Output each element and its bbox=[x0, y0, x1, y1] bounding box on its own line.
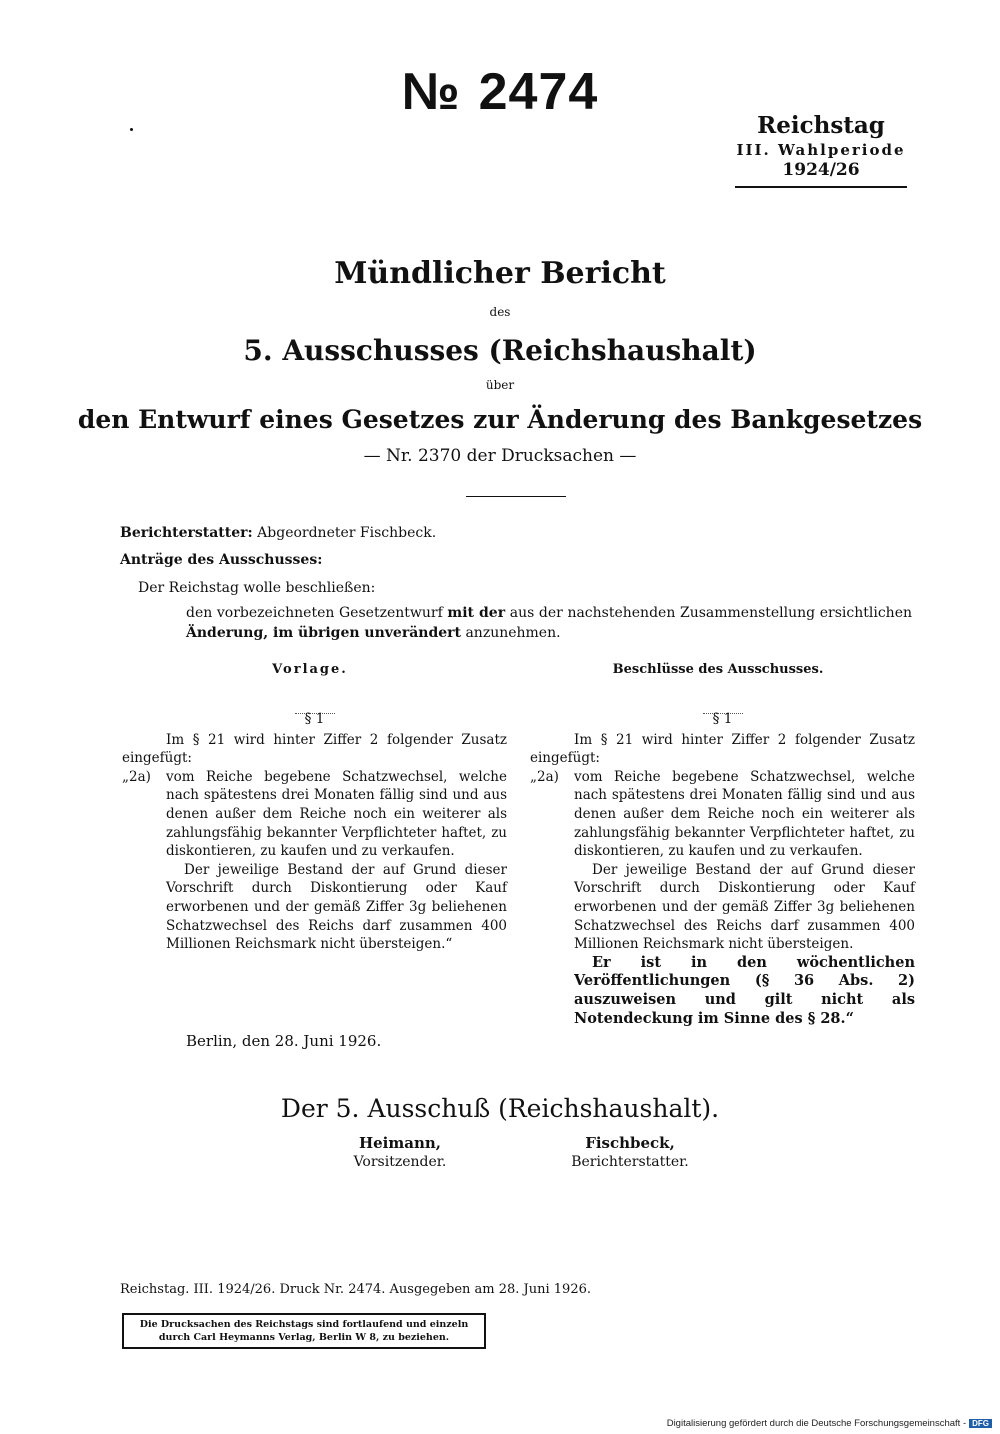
beschluesse-intro: Im § 21 wird hinter Ziffer 2 folgender Zusatz eingefügt: bbox=[530, 731, 915, 767]
signature-vorsitzender bbox=[330, 1134, 470, 1170]
reichstag-label: Reichstag bbox=[757, 112, 885, 139]
signature-role: Berichterstatter. bbox=[571, 1154, 689, 1170]
notice-line: durch Carl Heymanns Verlag, Berlin W 8, zu beziehen. bbox=[158, 1332, 450, 1343]
antrag-text bbox=[186, 603, 912, 643]
place-date: Berlin, den 28. Juni 1926. bbox=[186, 1032, 382, 1050]
title-ueber: über bbox=[485, 378, 515, 392]
reichstag-header bbox=[735, 112, 907, 188]
item-text: vom Reiche begebene Schatzwechsel, welche nach spätestens drei Monaten fällig sind und aus denen außer dem Reiche noch ein weiterer als zahlungsfähig bekannter Verpflichteter haftet, zu diskontieren, zu kaufen und zu verkaufen. bbox=[574, 768, 915, 860]
years-label: 1924/26 bbox=[782, 160, 860, 180]
title-muendlicher-bericht: Mündlicher Bericht bbox=[334, 256, 666, 291]
title-rule bbox=[466, 496, 566, 497]
vorlage-column bbox=[122, 704, 507, 954]
vorlage-intro: Im § 21 wird hinter Ziffer 2 folgender Zusatz eingefügt: bbox=[122, 731, 507, 767]
reichstag-wolle: Der Reichstag wolle beschließen: bbox=[138, 580, 376, 596]
antrag-part: anzunehmen. bbox=[465, 625, 561, 641]
paragraph-sign: § 1 bbox=[712, 711, 733, 727]
antraege-heading: Anträge des Ausschusses: bbox=[120, 552, 323, 568]
title-ausschuss: 5. Ausschusses (Reichshaushalt) bbox=[243, 334, 757, 367]
beschluesse-item bbox=[530, 768, 915, 861]
notice-line: Die Drucksachen des Reichstags sind fortlaufend und einzeln bbox=[139, 1319, 469, 1330]
vorlage-heading: Vorlage. bbox=[272, 662, 348, 677]
distribution-notice bbox=[122, 1313, 486, 1349]
paragraph-sign: § 1 bbox=[304, 711, 325, 727]
beschluesse-heading: Beschlüsse des Ausschusses. bbox=[612, 662, 824, 677]
drucksache-reference: — Nr. 2370 der Drucksachen — bbox=[363, 446, 637, 466]
antrag-bold: mit der bbox=[447, 605, 506, 621]
dfg-credit-text: Digitalisierung gefördert durch die Deutsche Forschungsgemeinschaft - bbox=[666, 1418, 967, 1429]
header-rule bbox=[735, 186, 907, 188]
dfg-credit bbox=[667, 1418, 992, 1429]
footer-print-info: Reichstag. III. 1924/26. Druck Nr. 2474. Ausgegeben am 28. Juni 1926. bbox=[120, 1282, 592, 1297]
item-label: „2a) bbox=[530, 768, 559, 785]
antrag-part: den vorbezeichneten Gesetzentwurf bbox=[186, 605, 443, 621]
item-label: „2a) bbox=[122, 768, 151, 785]
vorlage-item bbox=[122, 768, 507, 861]
signature-name: Fischbeck, bbox=[585, 1134, 675, 1152]
title-des: des bbox=[489, 305, 511, 319]
wahlperiode-label: III. Wahlperiode bbox=[736, 141, 906, 159]
beschluesse-column bbox=[530, 704, 915, 1028]
berichterstatter-label: Berichterstatter: bbox=[120, 525, 253, 541]
berichterstatter bbox=[120, 525, 436, 541]
beschluesse-continuation: Der jeweilige Bestand der auf Grund dieser Vorschrift durch Diskontierung oder Kauf erworbenen und der gemäß Ziffer 3g beliehenen Schatzwechsel des Reichs darf zusammen 400 Millionen Reichsmark nicht übersteigen. bbox=[574, 861, 915, 953]
title-entwurf: den Entwurf eines Gesetzes zur Änderung des Bankgesetzes bbox=[77, 405, 923, 434]
vorlage-continuation: Der jeweilige Bestand der auf Grund dieser Vorschrift durch Diskontierung oder Kauf erworbenen und der gemäß Ziffer 3g beliehenen Schatzwechsel des Reichs darf zusammen 400 Millionen Reichsmark nicht übersteigen.“ bbox=[166, 861, 507, 953]
berichterstatter-value: Abgeordneter Fischbeck. bbox=[257, 525, 437, 541]
dfg-logo-icon: DFG bbox=[969, 1419, 992, 1428]
beschluesse-addition: Er ist in den wöchentlichen Veröffentlichungen (§ 36 Abs. 2) auszuweisen und gilt nicht als Notendeckung im Sinne des § 28.“ bbox=[574, 953, 915, 1027]
number-symbol: № bbox=[401, 63, 461, 121]
signature-role: Vorsitzender. bbox=[353, 1154, 447, 1170]
speck bbox=[130, 128, 133, 131]
ausschuss-signature: Der 5. Ausschuß (Reichshaushalt). bbox=[280, 1094, 720, 1123]
antrag-part: aus der nachstehenden Zusammenstellung ersichtlichen bbox=[509, 605, 912, 621]
signature-name: Heimann, bbox=[358, 1134, 442, 1152]
antrag-bold: Änderung, im übrigen unverändert bbox=[186, 625, 461, 641]
signature-berichterstatter bbox=[560, 1134, 700, 1170]
item-text: vom Reiche begebene Schatzwechsel, welche nach spätestens drei Monaten fällig sind und aus denen außer dem Reiche noch ein weiterer als zahlungsfähig bekannter Verpflichteter haftet, zu diskontieren, zu kaufen und zu verkaufen. bbox=[166, 768, 507, 860]
number-value: 2474 bbox=[478, 63, 599, 121]
